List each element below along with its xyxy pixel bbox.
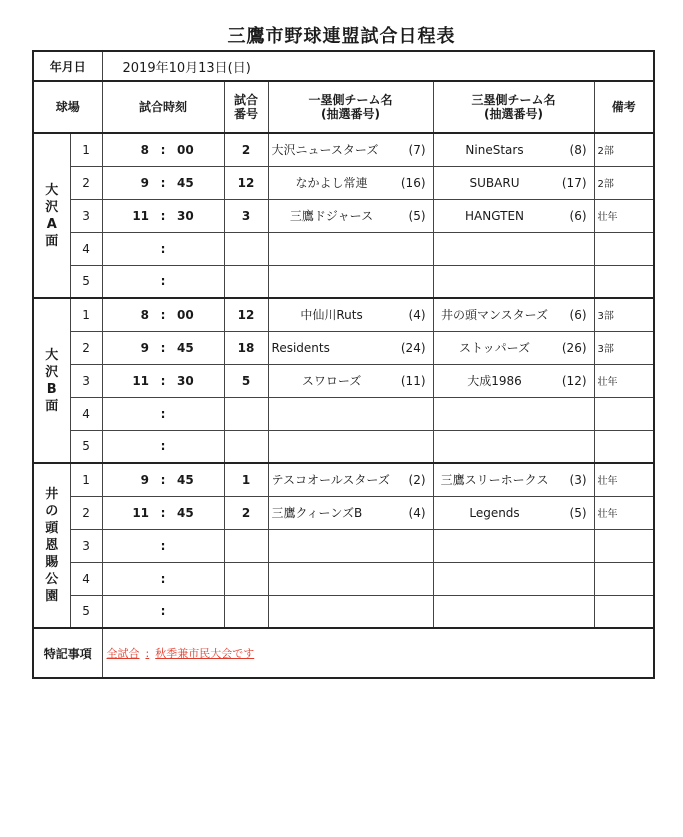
match-number: 18 bbox=[224, 331, 268, 364]
venue-name-char: 公 bbox=[45, 572, 59, 587]
match-time-minute: 30 bbox=[177, 373, 194, 388]
venue-name bbox=[33, 133, 70, 298]
first-base-team bbox=[268, 595, 433, 628]
slot-number: 3 bbox=[70, 529, 102, 562]
note-cell bbox=[594, 265, 654, 298]
header-match-no-line1: 試合 bbox=[234, 93, 259, 107]
first-base-lottery-number: (24) bbox=[400, 340, 426, 355]
match-time-colon: : bbox=[160, 175, 166, 190]
match-number: 1 bbox=[224, 463, 268, 496]
third-base-team bbox=[433, 430, 594, 463]
note-cell bbox=[594, 430, 654, 463]
match-time-hour: 11 bbox=[132, 208, 150, 223]
match-time-minute bbox=[177, 274, 199, 288]
slot-number: 3 bbox=[70, 199, 102, 232]
match-time-colon: : bbox=[160, 274, 166, 289]
first-base-team bbox=[268, 397, 433, 430]
third-base-team bbox=[433, 463, 594, 496]
match-time bbox=[102, 298, 224, 331]
match-number: 2 bbox=[224, 496, 268, 529]
match-time bbox=[102, 166, 224, 199]
third-base-lottery-number: (6) bbox=[569, 307, 587, 322]
venue-name-char: A bbox=[46, 216, 57, 232]
third-base-team bbox=[433, 595, 594, 628]
third-base-team-name: HANGTEN bbox=[465, 208, 524, 223]
note-cell bbox=[594, 529, 654, 562]
schedule-table bbox=[32, 50, 655, 679]
first-base-lottery-number: (2) bbox=[408, 472, 426, 487]
match-time bbox=[102, 397, 224, 430]
match-number bbox=[224, 232, 268, 265]
match-time-minute: 45 bbox=[177, 505, 194, 520]
venue-name-char: B bbox=[46, 381, 57, 397]
first-base-lottery-number: (11) bbox=[400, 373, 426, 388]
third-base-team-name: Legends bbox=[469, 505, 520, 520]
match-time-hour: 8 bbox=[140, 142, 150, 157]
note-cell bbox=[594, 562, 654, 595]
third-base-lottery-number: (5) bbox=[569, 505, 587, 520]
match-time-colon: : bbox=[160, 571, 166, 586]
note-cell: 2部 bbox=[594, 133, 654, 166]
match-time-hour bbox=[127, 539, 149, 553]
venue-name-char: 沢 bbox=[45, 199, 59, 215]
table-row bbox=[33, 364, 654, 397]
match-time-hour bbox=[127, 407, 149, 421]
venue-name-char: 頭 bbox=[45, 521, 59, 536]
first-base-team-name: テスコオールスターズ bbox=[271, 473, 390, 488]
venue-name-char: 面 bbox=[45, 398, 59, 414]
third-base-team-name: SUBARU bbox=[469, 175, 520, 190]
third-base-lottery-number: (3) bbox=[569, 472, 587, 487]
slot-number: 4 bbox=[70, 562, 102, 595]
first-base-team-name: 中仙川Ruts bbox=[300, 308, 363, 323]
match-time bbox=[102, 595, 224, 628]
match-time-hour: 11 bbox=[132, 373, 150, 388]
first-base-lottery-number: (16) bbox=[400, 175, 426, 190]
header-note: 備考 bbox=[594, 81, 654, 133]
date-value: 2019年10月13日(日) bbox=[102, 51, 654, 81]
table-row bbox=[33, 397, 654, 430]
match-time-hour bbox=[127, 604, 149, 618]
match-time-hour: 9 bbox=[140, 340, 150, 355]
remarks-part-b: 秋季兼市民大会です bbox=[155, 647, 255, 660]
first-base-team bbox=[268, 232, 433, 265]
header-team3 bbox=[433, 81, 594, 133]
date-label: 年月日 bbox=[33, 51, 102, 81]
table-row bbox=[33, 199, 654, 232]
third-base-team bbox=[433, 265, 594, 298]
match-number: 12 bbox=[224, 298, 268, 331]
venue-name-char: 恩 bbox=[45, 538, 59, 553]
third-base-team-name: NineStars bbox=[465, 142, 524, 157]
page-title: 三鷹市野球連盟試合日程表 bbox=[227, 26, 456, 47]
match-time-minute bbox=[177, 439, 199, 453]
slot-number: 2 bbox=[70, 331, 102, 364]
match-time-minute: 45 bbox=[177, 472, 194, 487]
match-time-hour: 9 bbox=[140, 175, 150, 190]
match-time bbox=[102, 562, 224, 595]
first-base-team bbox=[268, 298, 433, 331]
third-base-team bbox=[433, 133, 594, 166]
third-base-team bbox=[433, 397, 594, 430]
match-time-minute bbox=[177, 242, 199, 256]
header-row bbox=[33, 81, 654, 133]
venue-name-char: 沢 bbox=[45, 364, 59, 380]
third-base-team bbox=[433, 496, 594, 529]
match-time-minute: 00 bbox=[177, 142, 194, 157]
header-team1-line2: (抽選番号) bbox=[321, 107, 380, 121]
slot-number: 1 bbox=[70, 133, 102, 166]
match-time-minute: 00 bbox=[177, 307, 194, 322]
match-time-hour: 8 bbox=[140, 307, 150, 322]
third-base-team-name: ストッパーズ bbox=[458, 341, 531, 355]
third-base-team bbox=[433, 562, 594, 595]
table-row bbox=[33, 595, 654, 628]
match-time-minute bbox=[177, 539, 199, 553]
third-base-team bbox=[433, 166, 594, 199]
table-row bbox=[33, 562, 654, 595]
match-number bbox=[224, 265, 268, 298]
match-number: 5 bbox=[224, 364, 268, 397]
table-row bbox=[33, 265, 654, 298]
header-team1-line1: 一塁側チーム名 bbox=[308, 93, 393, 107]
match-number: 3 bbox=[224, 199, 268, 232]
first-base-team bbox=[268, 529, 433, 562]
match-time-hour bbox=[127, 572, 149, 586]
third-base-lottery-number: (26) bbox=[561, 340, 587, 355]
third-base-team bbox=[433, 232, 594, 265]
remarks-text bbox=[102, 628, 654, 678]
first-base-team bbox=[268, 496, 433, 529]
note-cell: 壮年 bbox=[594, 199, 654, 232]
match-time-hour bbox=[127, 274, 149, 288]
match-time bbox=[102, 463, 224, 496]
first-base-team-name: 大沢ニュースターズ bbox=[271, 143, 379, 158]
match-number bbox=[224, 595, 268, 628]
match-time-colon: : bbox=[160, 373, 166, 388]
header-match-no bbox=[224, 81, 268, 133]
venue-name-char: 賜 bbox=[45, 555, 59, 570]
note-cell: 3部 bbox=[594, 331, 654, 364]
note-cell: 壮年 bbox=[594, 496, 654, 529]
match-time-colon: : bbox=[160, 142, 166, 157]
match-time-minute: 45 bbox=[177, 175, 194, 190]
table-row bbox=[33, 430, 654, 463]
third-base-team bbox=[433, 529, 594, 562]
table-row bbox=[33, 331, 654, 364]
first-base-team bbox=[268, 463, 433, 496]
first-base-team bbox=[268, 430, 433, 463]
venue-name-char: 井 bbox=[45, 487, 59, 502]
slot-number: 1 bbox=[70, 298, 102, 331]
venue-name bbox=[33, 298, 70, 463]
note-cell bbox=[594, 595, 654, 628]
match-time bbox=[102, 232, 224, 265]
first-base-team bbox=[268, 364, 433, 397]
first-base-team-name: 三鷹ドジャース bbox=[289, 209, 374, 223]
third-base-team bbox=[433, 331, 594, 364]
note-cell bbox=[594, 232, 654, 265]
header-team3-line2: (抽選番号) bbox=[484, 107, 543, 121]
slot-number: 4 bbox=[70, 397, 102, 430]
match-time-colon: : bbox=[160, 340, 166, 355]
third-base-team bbox=[433, 298, 594, 331]
third-base-team bbox=[433, 199, 594, 232]
first-base-team-name: Residents bbox=[271, 340, 330, 355]
venue-name-char: 大 bbox=[45, 182, 59, 198]
match-time-hour bbox=[127, 242, 149, 256]
remarks-row bbox=[33, 628, 654, 678]
match-number: 12 bbox=[224, 166, 268, 199]
match-time-colon: : bbox=[160, 307, 166, 322]
match-time-minute bbox=[177, 604, 199, 618]
match-number bbox=[224, 397, 268, 430]
match-time-colon: : bbox=[160, 439, 166, 454]
first-base-team bbox=[268, 265, 433, 298]
remarks-part-a: 全試合 bbox=[106, 647, 140, 660]
match-time-colon: : bbox=[160, 505, 166, 520]
match-time-colon: : bbox=[160, 472, 166, 487]
match-time bbox=[102, 133, 224, 166]
slot-number: 2 bbox=[70, 496, 102, 529]
match-time-colon: : bbox=[160, 406, 166, 421]
table-row bbox=[33, 529, 654, 562]
venue-name-char: の bbox=[45, 504, 59, 519]
third-base-lottery-number: (6) bbox=[569, 208, 587, 223]
match-number bbox=[224, 430, 268, 463]
match-number bbox=[224, 562, 268, 595]
first-base-team-name: なかよし常連 bbox=[295, 176, 368, 190]
first-base-team-name: 三鷹クィーンズB bbox=[271, 506, 363, 520]
note-cell: 3部 bbox=[594, 298, 654, 331]
date-row bbox=[33, 51, 654, 81]
match-time bbox=[102, 496, 224, 529]
venue-name-char: 園 bbox=[45, 589, 59, 604]
slot-number: 1 bbox=[70, 463, 102, 496]
third-base-team-name: 大成1986 bbox=[467, 374, 522, 388]
header-venue: 球場 bbox=[33, 81, 102, 133]
match-number bbox=[224, 529, 268, 562]
table-row bbox=[33, 496, 654, 529]
third-base-lottery-number: (8) bbox=[569, 142, 587, 157]
slot-number: 3 bbox=[70, 364, 102, 397]
match-time bbox=[102, 199, 224, 232]
header-time: 試合時刻 bbox=[102, 81, 224, 133]
match-time-hour: 11 bbox=[132, 505, 150, 520]
header-match-no-line2: 番号 bbox=[234, 107, 259, 121]
first-base-lottery-number: (4) bbox=[408, 307, 426, 322]
third-base-lottery-number: (17) bbox=[561, 175, 587, 190]
third-base-team bbox=[433, 364, 594, 397]
first-base-team bbox=[268, 331, 433, 364]
third-base-team-name: 井の頭マンスターズ bbox=[440, 308, 549, 323]
note-cell: 2部 bbox=[594, 166, 654, 199]
note-cell: 壮年 bbox=[594, 364, 654, 397]
slot-number: 5 bbox=[70, 265, 102, 298]
note-cell: 壮年 bbox=[594, 463, 654, 496]
match-time-colon: : bbox=[160, 538, 166, 553]
match-time bbox=[102, 430, 224, 463]
match-time bbox=[102, 331, 224, 364]
venue-name-char: 面 bbox=[45, 233, 59, 249]
slot-number: 5 bbox=[70, 430, 102, 463]
table-row bbox=[33, 298, 654, 331]
remarks-colon: : bbox=[145, 647, 150, 660]
first-base-lottery-number: (4) bbox=[408, 505, 426, 520]
remarks-label: 特記事項 bbox=[33, 628, 102, 678]
first-base-team bbox=[268, 166, 433, 199]
first-base-lottery-number: (7) bbox=[408, 142, 426, 157]
match-time-colon: : bbox=[160, 604, 166, 619]
note-cell bbox=[594, 397, 654, 430]
third-base-team-name: 三鷹スリーホークス bbox=[440, 473, 549, 488]
table-row bbox=[33, 166, 654, 199]
match-time bbox=[102, 364, 224, 397]
match-time bbox=[102, 529, 224, 562]
match-number: 2 bbox=[224, 133, 268, 166]
first-base-team bbox=[268, 562, 433, 595]
table-row bbox=[33, 232, 654, 265]
venue-name-char: 大 bbox=[45, 347, 59, 363]
match-time-colon: : bbox=[160, 208, 166, 223]
header-team1 bbox=[268, 81, 433, 133]
match-time-hour bbox=[127, 439, 149, 453]
match-time-colon: : bbox=[160, 241, 166, 256]
match-time-hour: 9 bbox=[140, 472, 150, 487]
first-base-team-name: スワローズ bbox=[301, 374, 362, 388]
slot-number: 5 bbox=[70, 595, 102, 628]
slot-number: 4 bbox=[70, 232, 102, 265]
slot-number: 2 bbox=[70, 166, 102, 199]
venue-name bbox=[33, 463, 70, 628]
first-base-lottery-number: (5) bbox=[408, 208, 426, 223]
match-time-minute bbox=[177, 572, 199, 586]
table-row bbox=[33, 133, 654, 166]
match-time-minute: 45 bbox=[177, 340, 194, 355]
first-base-team bbox=[268, 133, 433, 166]
header-team3-line1: 三塁側チーム名 bbox=[471, 93, 556, 107]
third-base-lottery-number: (12) bbox=[561, 373, 587, 388]
match-time-minute bbox=[177, 407, 199, 421]
match-time-minute: 30 bbox=[177, 208, 194, 223]
table-row bbox=[33, 463, 654, 496]
match-time bbox=[102, 265, 224, 298]
first-base-team bbox=[268, 199, 433, 232]
